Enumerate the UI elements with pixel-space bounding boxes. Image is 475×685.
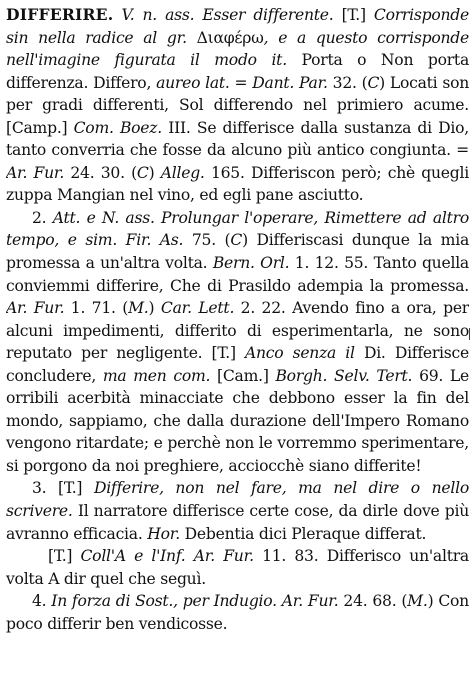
italic-text: Corrisponde sin nella radice al gr. [6,6,469,47]
italic-text: , e a questo corrisponde nell'imagine figurata il modo it. [6,28,469,70]
italic-text: Ar. Fur. [6,299,65,318]
body-text: ) [148,163,161,182]
entry-paragraph-5 [6,590,469,635]
italic-text: Ar. Fur. [281,592,339,611]
italic-text: Anco senza il [244,344,355,363]
italic-text: C [136,163,149,182]
italic-text: Borgh. Selv. Tert. [275,366,413,385]
entry-paragraph-3 [6,477,469,545]
body-text: 75. ( [183,231,231,250]
italic-text: Alleg. [160,163,205,182]
italic-text: V. n. ass. Esser differente. [121,6,334,24]
body-text: Διαφέρω [186,28,264,47]
italic-text: Ar. Fur. [6,163,65,182]
body-text: [T.] [333,6,374,24]
entry-paragraph-4 [6,545,469,590]
italic-text: Coll'A e l'Inf. [80,547,186,566]
body-text: Porta o Non porta differenza. Differo, [6,51,469,92]
italic-text: Att. e N. ass. Prolungar l'operare, Rimettere ad altro tempo, e sim. [6,208,469,250]
body-text [186,547,194,565]
headword: DIFFERIRE. [6,5,114,24]
body-text: Debentia dici Pleraque differat. [179,524,427,543]
body-text: [T.] [48,547,81,566]
italic-text: Bern. Orl. [212,254,290,273]
body-text: = [229,73,253,92]
dictionary-entry [6,4,469,681]
body-text: 1. 12. 55. Tanto quella conviemmi differire, Che di Prasildo adempia la promessa. [6,254,469,295]
entry-paragraph-2 [6,207,469,478]
body-text: ) Differiscasi dunque la mia promessa a un'altra volta. [6,231,469,273]
body-text: 2. [32,208,53,227]
italic-text: C [367,73,380,92]
entry-paragraph-1 [6,4,469,207]
body-text: 24. 30. ( [64,163,137,182]
body-text: 11. 83. Differisco un'altra volta A dir quel che seguì. [6,547,469,588]
body-text: 32. ( [327,73,368,92]
body-text: 24. 68. ( [338,592,408,611]
italic-text: Differire, non nel fare, ma nel dire o nello scrivere. [6,479,469,521]
body-text: [Cam.] [210,366,276,385]
body-text: 3. [T.] [32,479,94,498]
body-text [117,231,126,249]
body-text: III. Se differisce dalla sustanza di Dio, tanto converria che fosse da alcuno più antico congiunta. = [6,118,469,160]
body-text: 2. 22. Avendo fino a ora, per alcuni impedimenti, differito di esperimentarla, ne sono reputato per negligente. [T.] [6,299,469,363]
italic-text: Car. Lett. [160,299,235,318]
body-text: ) Locati son per gradi differenti, Sol differendo nel primiero acume. [Camp.] [6,73,469,137]
italic-text: Com. Boez. [73,118,162,137]
body-text: Di. Differisce concludere, [6,344,469,385]
italic-text: M. [128,299,149,318]
italic-text: Hor. [147,524,180,543]
italic-text: aureo lat. [156,73,230,92]
body-text: 1. 71. ( [64,299,129,318]
margin-mark [469,328,470,340]
body-text: 4. [32,592,52,611]
body-text: ) [148,299,161,318]
italic-text: M. [407,592,428,611]
italic-text: C [230,231,243,250]
body-text: 165. Differiscon però; chè quegli zuppa Mangian nel vino, ed egli pane asciutto. [6,163,469,205]
body-text: 69. Le orribili acerbità minacciate che debbono esser la fin del mondo, sappiamo, che dalla durazione dell'Impero Romano vengono ritardate; e perchè non le vorremmo sperimentare, si porgono da noi preghiere, acciocchè siano differite! [6,366,469,475]
italic-text: Fir. As. [125,231,184,250]
italic-text: In forza di Sost., per Indugio. [51,592,277,611]
italic-text: ma men com. [102,366,211,385]
body-text: ) Con poco differir ben vendicosse. [6,592,469,633]
italic-text: Ar. Fur. [193,547,254,566]
body-text: Il narratore differisce certe cose, da dirle dove più avranno efficacia. [6,502,469,543]
italic-text: Dant. Par. [252,73,328,92]
